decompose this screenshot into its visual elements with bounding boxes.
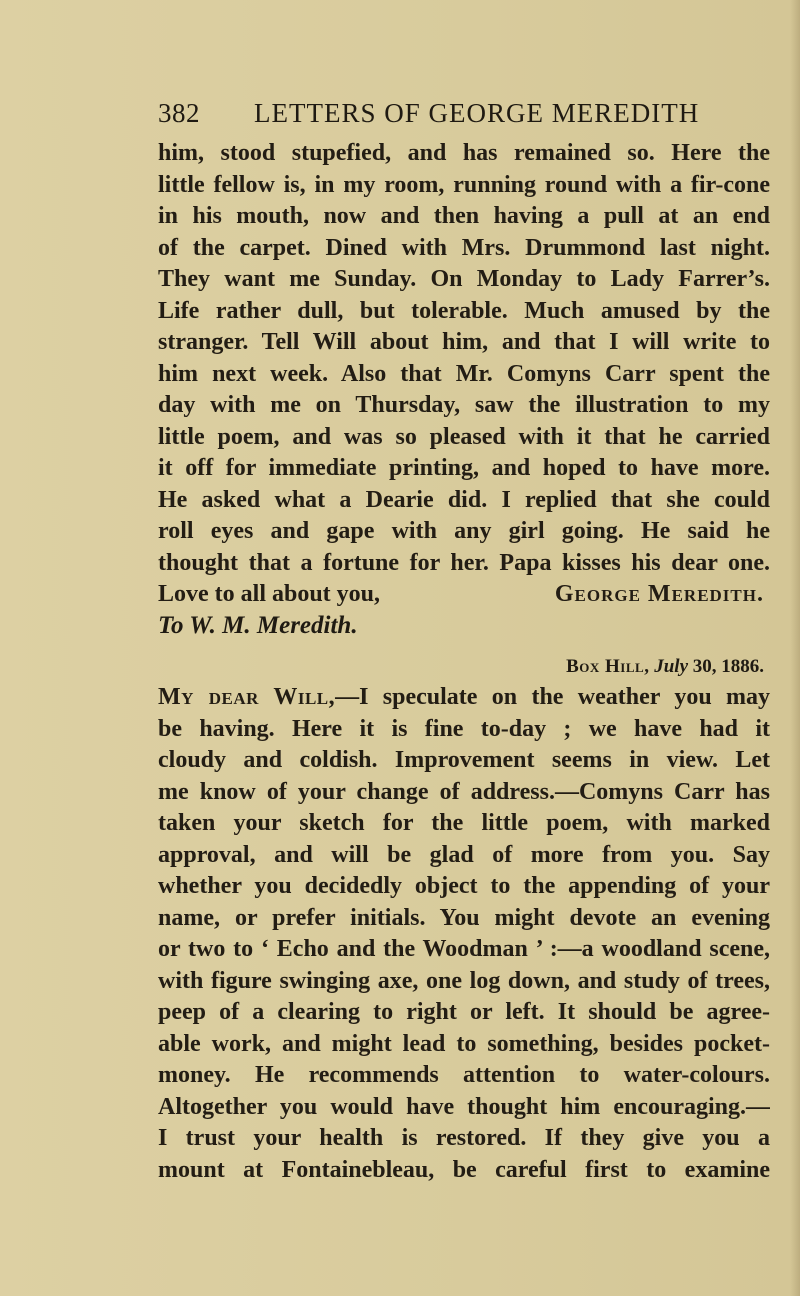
first-line-text: —I speculate on the weather you may: [335, 684, 770, 710]
text-line: They want me Sunday. On Monday to Lady Farrer’s.: [158, 266, 770, 292]
running-head-title: LETTERS OF GEORGE MEREDITH: [254, 98, 700, 128]
closing: Love to all about you,: [158, 581, 381, 607]
dateline-place: Box Hill,: [566, 656, 650, 677]
dateline-day-year: 30, 1886.: [692, 656, 764, 677]
text-line: roll eyes and gape with any girl going. He said he: [158, 518, 770, 544]
text-line: him next week. Also that Mr. Comyns Carr spent the: [158, 360, 770, 387]
running-head: [158, 98, 758, 132]
page-edge-shadow: [790, 0, 800, 1296]
first-line: [158, 682, 770, 714]
text-line: cloudy and coldish. Improvement seems in view. Let: [158, 747, 770, 773]
text-line: mount at Fontainebleau, be careful first to examine: [158, 1156, 770, 1183]
text-line: of the carpet. Dined with Mrs. Drummond last night.: [158, 234, 770, 261]
signature: George Meredith.: [554, 581, 764, 607]
signoff-line: [158, 579, 770, 611]
text-line: be having. Here it is fine to-day ; we have had it: [158, 715, 770, 742]
text-line: in his mouth, now and then having a pull at an end: [158, 203, 770, 229]
text-line: it off for immediate printing, and hoped to have more.: [158, 455, 770, 481]
dateline: [566, 656, 764, 678]
salutation: My dear Will,: [158, 684, 336, 710]
text-line: money. He recommends attention to water-colours.: [158, 1062, 770, 1088]
page-number: 382: [158, 98, 200, 128]
text-line: little poem, and was so pleased with it that he carried: [158, 423, 770, 450]
text-line: peep of a clearing to right or left. It should be agree-: [158, 999, 770, 1025]
text-line: Altogether you would have thought him encouraging.—: [158, 1093, 770, 1120]
text-line: him, stood stupefied, and has remained so. Here the: [158, 140, 770, 166]
text-line: whether you decidedly object to the appending of your: [158, 873, 770, 899]
text-line: stranger. Tell Will about him, and that I will write to: [158, 329, 770, 355]
text-line: taken your sketch for the little poem, with marked: [158, 810, 770, 836]
dateline-month: July: [654, 656, 688, 677]
text-line: day with me on Thursday, saw the illustration to my: [158, 392, 770, 418]
text-line: able work, and might lead to something, besides pocket-: [158, 1030, 770, 1057]
text-line: thought that a fortune for her. Papa kisses his dear one.: [158, 549, 770, 576]
text-line: little fellow is, in my room, running round with a fir-cone: [158, 171, 770, 198]
letter-continuation: [158, 138, 770, 611]
text-line: me know of your change of address.—Comyns Carr has: [158, 778, 770, 805]
text-line: name, or prefer initials. You might devote an evening: [158, 904, 770, 931]
text-line: I trust your health is restored. If they give you a: [158, 1125, 770, 1151]
text-line: He asked what a Dearie did. I replied that she could: [158, 486, 770, 513]
text-line: Life rather dull, but tolerable. Much amused by the: [158, 297, 770, 324]
letter-heading: To W. M. Meredith.: [158, 612, 358, 639]
text-line: with figure swinging axe, one log down, and study of trees,: [158, 967, 770, 994]
text-line: approval, and will be glad of more from you. Say: [158, 841, 770, 868]
text-line: or two to ‘ Echo and the Woodman ’ :—a woodland scene,: [158, 936, 770, 962]
letter-body: [158, 682, 770, 1186]
